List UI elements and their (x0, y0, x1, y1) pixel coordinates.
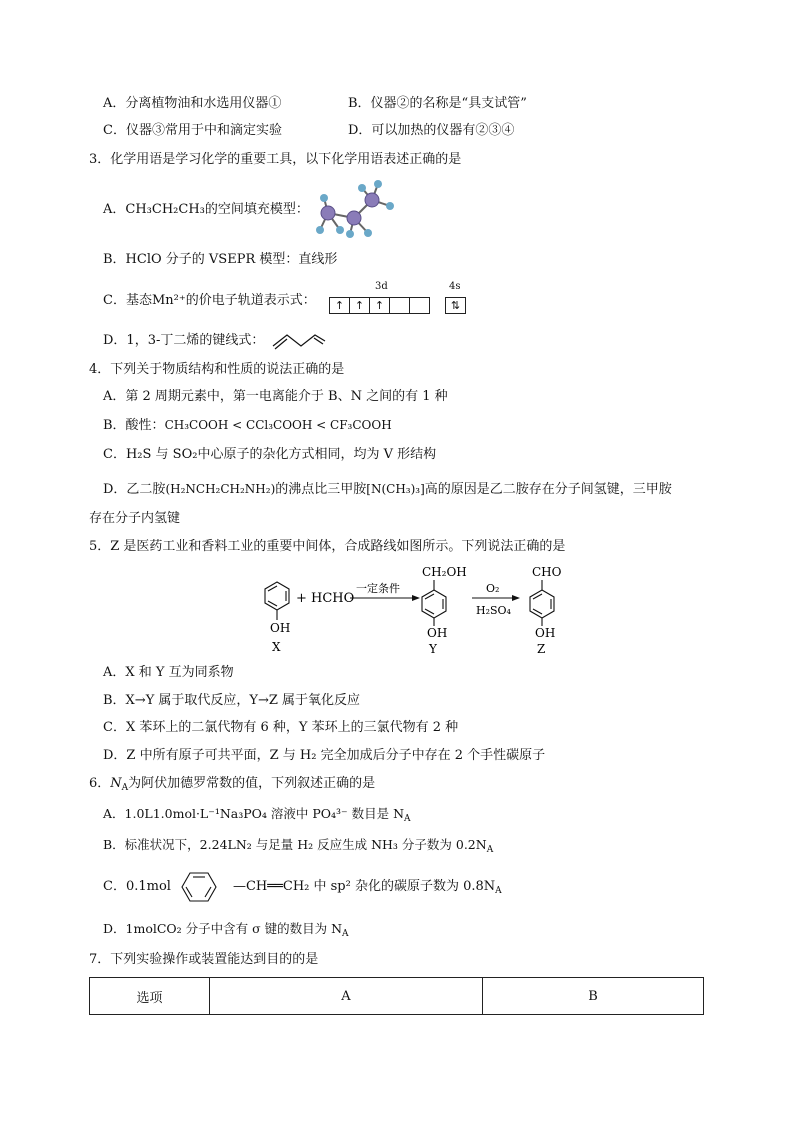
q4-option-d-line2: 存在分子内氢键 (89, 511, 181, 526)
orbital-3d-box: ↑ (329, 297, 350, 314)
synthesis-scheme (250, 560, 580, 660)
orbital-4s-box (446, 297, 466, 314)
q5-option-c: C．X 苯环上的二氯代物有 6 种，Y 苯环上的三氯代物有 2 种 (103, 720, 459, 735)
y-ch2oh: CH₂OH (422, 565, 467, 579)
na-symbol: N (110, 776, 122, 791)
arrow2-o2: O₂ (486, 582, 500, 595)
x-oh: OH (270, 621, 291, 635)
q4-c-formula: C．H₂S 与 SO₂ (103, 447, 198, 462)
z-structure (530, 580, 554, 626)
x-label: X (272, 640, 281, 654)
y-label: Y (429, 642, 437, 656)
z-label: Z (537, 642, 546, 656)
table-header-cell: 选项 (90, 978, 210, 1015)
q4-option-b (103, 416, 392, 435)
orbital-4s-cell: ⇅ (445, 297, 466, 314)
q5-option-d: D．Z 中所有原子可共平面，Z 与 H₂ 完全加成后分子中存在 2 个手性碳原子 (103, 748, 546, 763)
q6-a-text: A．1.0L1.0mol·L⁻¹Na₃PO₄ 溶液中 PO₄³⁻ 数目是 N (103, 806, 405, 821)
propane-space-filling-model (310, 178, 400, 240)
q4-d-part: 高的原因是乙二胺存在分子间氢键，三甲胺 (424, 482, 672, 497)
q4-option-c (103, 446, 436, 464)
arrow2-h2so4: H₂SO₄ (476, 604, 511, 617)
table-header-cell: A (210, 978, 483, 1015)
q5-option-a: A．X 和 Y 互为同系物 (103, 665, 234, 680)
q5-stem: 5．Z 是医药工业和香料工业的重要中间体，合成路线如图所示。下列说法正确的是 (89, 539, 566, 554)
z-oh: OH (535, 626, 556, 640)
q4-stem: 4．下列关于物质结构和性质的说法正确的是 (89, 362, 345, 377)
arrow1-condition: 一定条件 (356, 582, 400, 595)
q4-d-part: D．乙二胺 (103, 482, 166, 497)
q7-options-table (89, 977, 704, 1015)
na-subscript: A (342, 929, 349, 939)
z-cho: CHO (532, 565, 562, 579)
q6-stem-text: 为阿伏加德罗常数的值，下列叙述正确的是 (128, 776, 376, 791)
orbital-3d-box: ↑ (369, 297, 390, 314)
q3-option-d: D．1，3-丁二烯的键线式： (103, 333, 265, 348)
q4-d-part: 的沸点比三甲胺 (275, 482, 367, 497)
q2-option-a: A．分离植物油和水选用仪器① (103, 96, 282, 111)
q3-c-label: C．基态 (103, 293, 152, 308)
q4-d-formula: (H₂NCH₂CH₂NH₂) (165, 482, 276, 496)
y-structure (422, 580, 446, 626)
q3-c-text: 的价电子轨道表示式： (185, 293, 316, 308)
q4-b-formula: CH₃COOH < CCl₃COOH < CF₃COOH (164, 418, 392, 432)
phenol-structure (265, 582, 289, 620)
q7-stem: 7．下列实验操作或装置能达到目的的是 (89, 952, 319, 967)
orbital-3d-label: 3d (375, 281, 388, 292)
na-subscript: A (121, 783, 129, 793)
orbital-4s-label: 4s (449, 281, 461, 292)
q4-b-label: B．酸性： (103, 418, 165, 433)
q4-d-formula: [N(CH₃)₃] (366, 482, 425, 496)
q6-option-c (103, 878, 502, 900)
q6-option-d (103, 920, 349, 943)
na-subscript: A (404, 814, 411, 824)
na-subscript: A (495, 886, 502, 896)
y-oh: OH (427, 626, 448, 640)
q3-option-b: B．HClO 分子的 VSEPR 模型：直线形 (103, 252, 338, 267)
q5-option-b: B．X→Y 属于取代反应，Y→Z 属于氧化反应 (103, 693, 361, 708)
na-subscript: A (486, 845, 494, 855)
q3-c-ion: Mn²⁺ (151, 293, 186, 308)
q6-option-a (103, 805, 411, 828)
q2-option-c: C．仪器③常用于中和滴定实验 (103, 123, 282, 138)
q4-c-text: 中心原子的杂化方式相同，均为 V 形结构 (197, 447, 437, 462)
table-row (90, 978, 704, 1015)
table-header-cell: B (483, 978, 704, 1015)
benzene-ring-icon (166, 866, 228, 908)
orbital-3d-box (389, 297, 410, 314)
q6-c-amount: C．0.1mol (103, 879, 171, 894)
q6-d-text: D．1molCO₂ 分子中含有 σ 键的数目为 N (103, 921, 343, 936)
q3-a-label: A． (103, 202, 126, 217)
q3-a-formula: CH₃CH₂CH₃ (125, 202, 205, 217)
q3-a-text: 的空间填充模型： (204, 202, 309, 217)
orbital-3d-box (409, 297, 430, 314)
q6-stem: 6．$N_A$为阿伏加德罗常数的值，下列叙述正确的是 (89, 776, 376, 793)
orbital-3d-box: ↑ (349, 297, 370, 314)
q6-b-text: B．标准状况下，2.24LN₂ 与足量 H₂ 反应生成 NH₃ 分子数为 0.2N (103, 837, 487, 852)
plus-hcho: + HCHO (296, 591, 355, 606)
q6-c-text: —CH══CH₂ 中 sp² 杂化的碳原子数为 0.8N (232, 879, 496, 894)
q6-option-b (103, 836, 493, 859)
q3-stem: 3．化学用语是学习化学的重要工具，以下化学用语表述正确的是 (89, 152, 462, 167)
q3-option-a (103, 201, 309, 219)
q4-option-a: A．第 2 周期元素中，第一电离能介于 B、N 之间的有 1 种 (103, 389, 448, 404)
q2-option-b: B．仪器②的名称是“具支试管” (348, 96, 527, 111)
q3-option-c (103, 292, 316, 310)
butadiene-skeletal-formula (271, 328, 327, 350)
q2-option-d: D．可以加热的仪器有②③④ (348, 123, 515, 138)
q4-option-d-line1 (103, 480, 672, 499)
orbital-3d-boxes (330, 297, 430, 314)
